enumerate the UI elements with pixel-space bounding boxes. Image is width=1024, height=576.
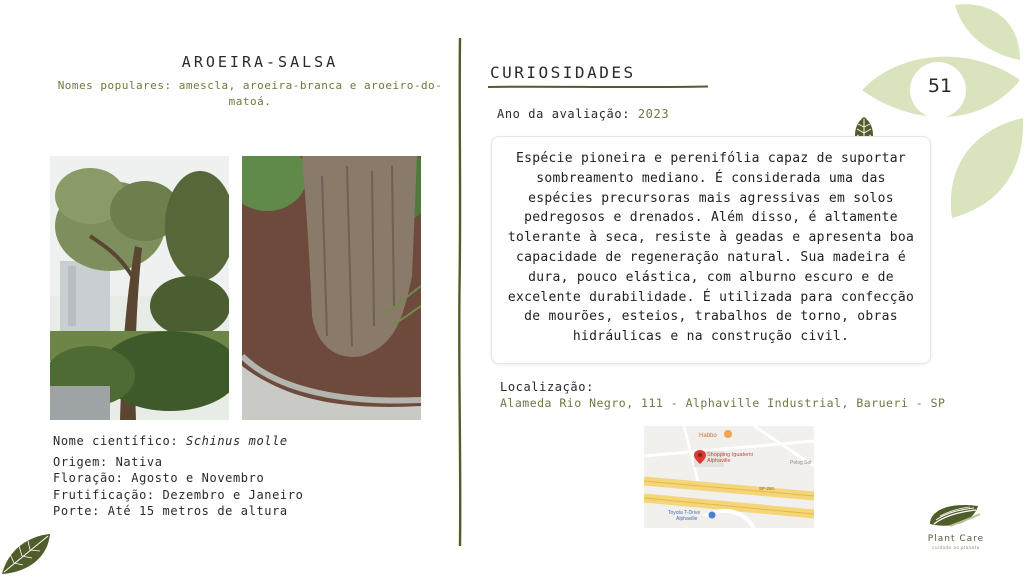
map-label-shopping-1: Shopping Iguatemi (707, 452, 753, 458)
plant-title: AROEIRA-SALSA (181, 53, 339, 71)
map-label-shopping-2: Alphaville (707, 458, 731, 464)
flowering: Floração: Agosto e Novembro (53, 471, 265, 485)
fruiting: Frutificação: Dezembro e Janeiro (53, 488, 304, 502)
logo-name: Plant Care (927, 534, 985, 544)
trunk-photo (242, 156, 421, 420)
scientific-name-row (53, 434, 288, 448)
location-map[interactable] (644, 426, 814, 528)
restaurant-pin-icon (724, 430, 732, 438)
map-road-label: SP-280 (759, 486, 775, 491)
location-address: Alameda Rio Negro, 111 - Alphaville Industrial, Barueri - SP (500, 396, 946, 410)
heading-underline (488, 84, 708, 90)
size: Porte: Até 15 metros de altura (53, 504, 288, 518)
leaf-decoration-bottom-left (0, 532, 52, 576)
car-dealer-pin-icon (709, 512, 716, 519)
popular-names: Nomes populares: amescla, aroeira-branca e aroeiro-do-matoá. (57, 79, 443, 108)
map-label-toyota-1: Toyota T-Drive (668, 510, 701, 516)
description-text: Espécie pioneira e perenifólia capaz de suportar sombreamento mediano. É considerada uma das espécies precursoras mais agressivas em solos pedregosos e drenados. Além disso, é altamente tolerante à seca, resiste à geadas e apresenta boa capacidade de regeneração natural. Sua madeira é dura, pouco elástica, com alburno escuro e de excelente durabilidade. É utilizada para confecção de mourões, esteios, trabalhos de torno, obras hidráulicas e na construção civil. (507, 151, 915, 345)
vertical-divider (456, 38, 464, 546)
curiosities-heading: CURIOSIDADES (490, 63, 636, 82)
map-label-pelego: Pelog Sol (790, 460, 812, 466)
scientific-name-label: Nome científico: (53, 434, 187, 448)
map-label-habbo: Habbo (699, 433, 717, 439)
logo-tagline: cuidado ao planeta (932, 545, 980, 550)
year-label: Ano da avaliação: (497, 107, 638, 121)
evaluation-year (497, 107, 669, 121)
year-value: 2023 (637, 107, 670, 121)
page-number: 51 (927, 75, 953, 97)
scientific-name: Schinus molle (186, 434, 288, 448)
description-card (491, 136, 931, 364)
location-label: Localização: (500, 380, 594, 394)
origin: Origem: Nativa (53, 455, 163, 469)
map-label-toyota-2: Alphaville (676, 516, 698, 522)
tree-photo (50, 156, 229, 420)
